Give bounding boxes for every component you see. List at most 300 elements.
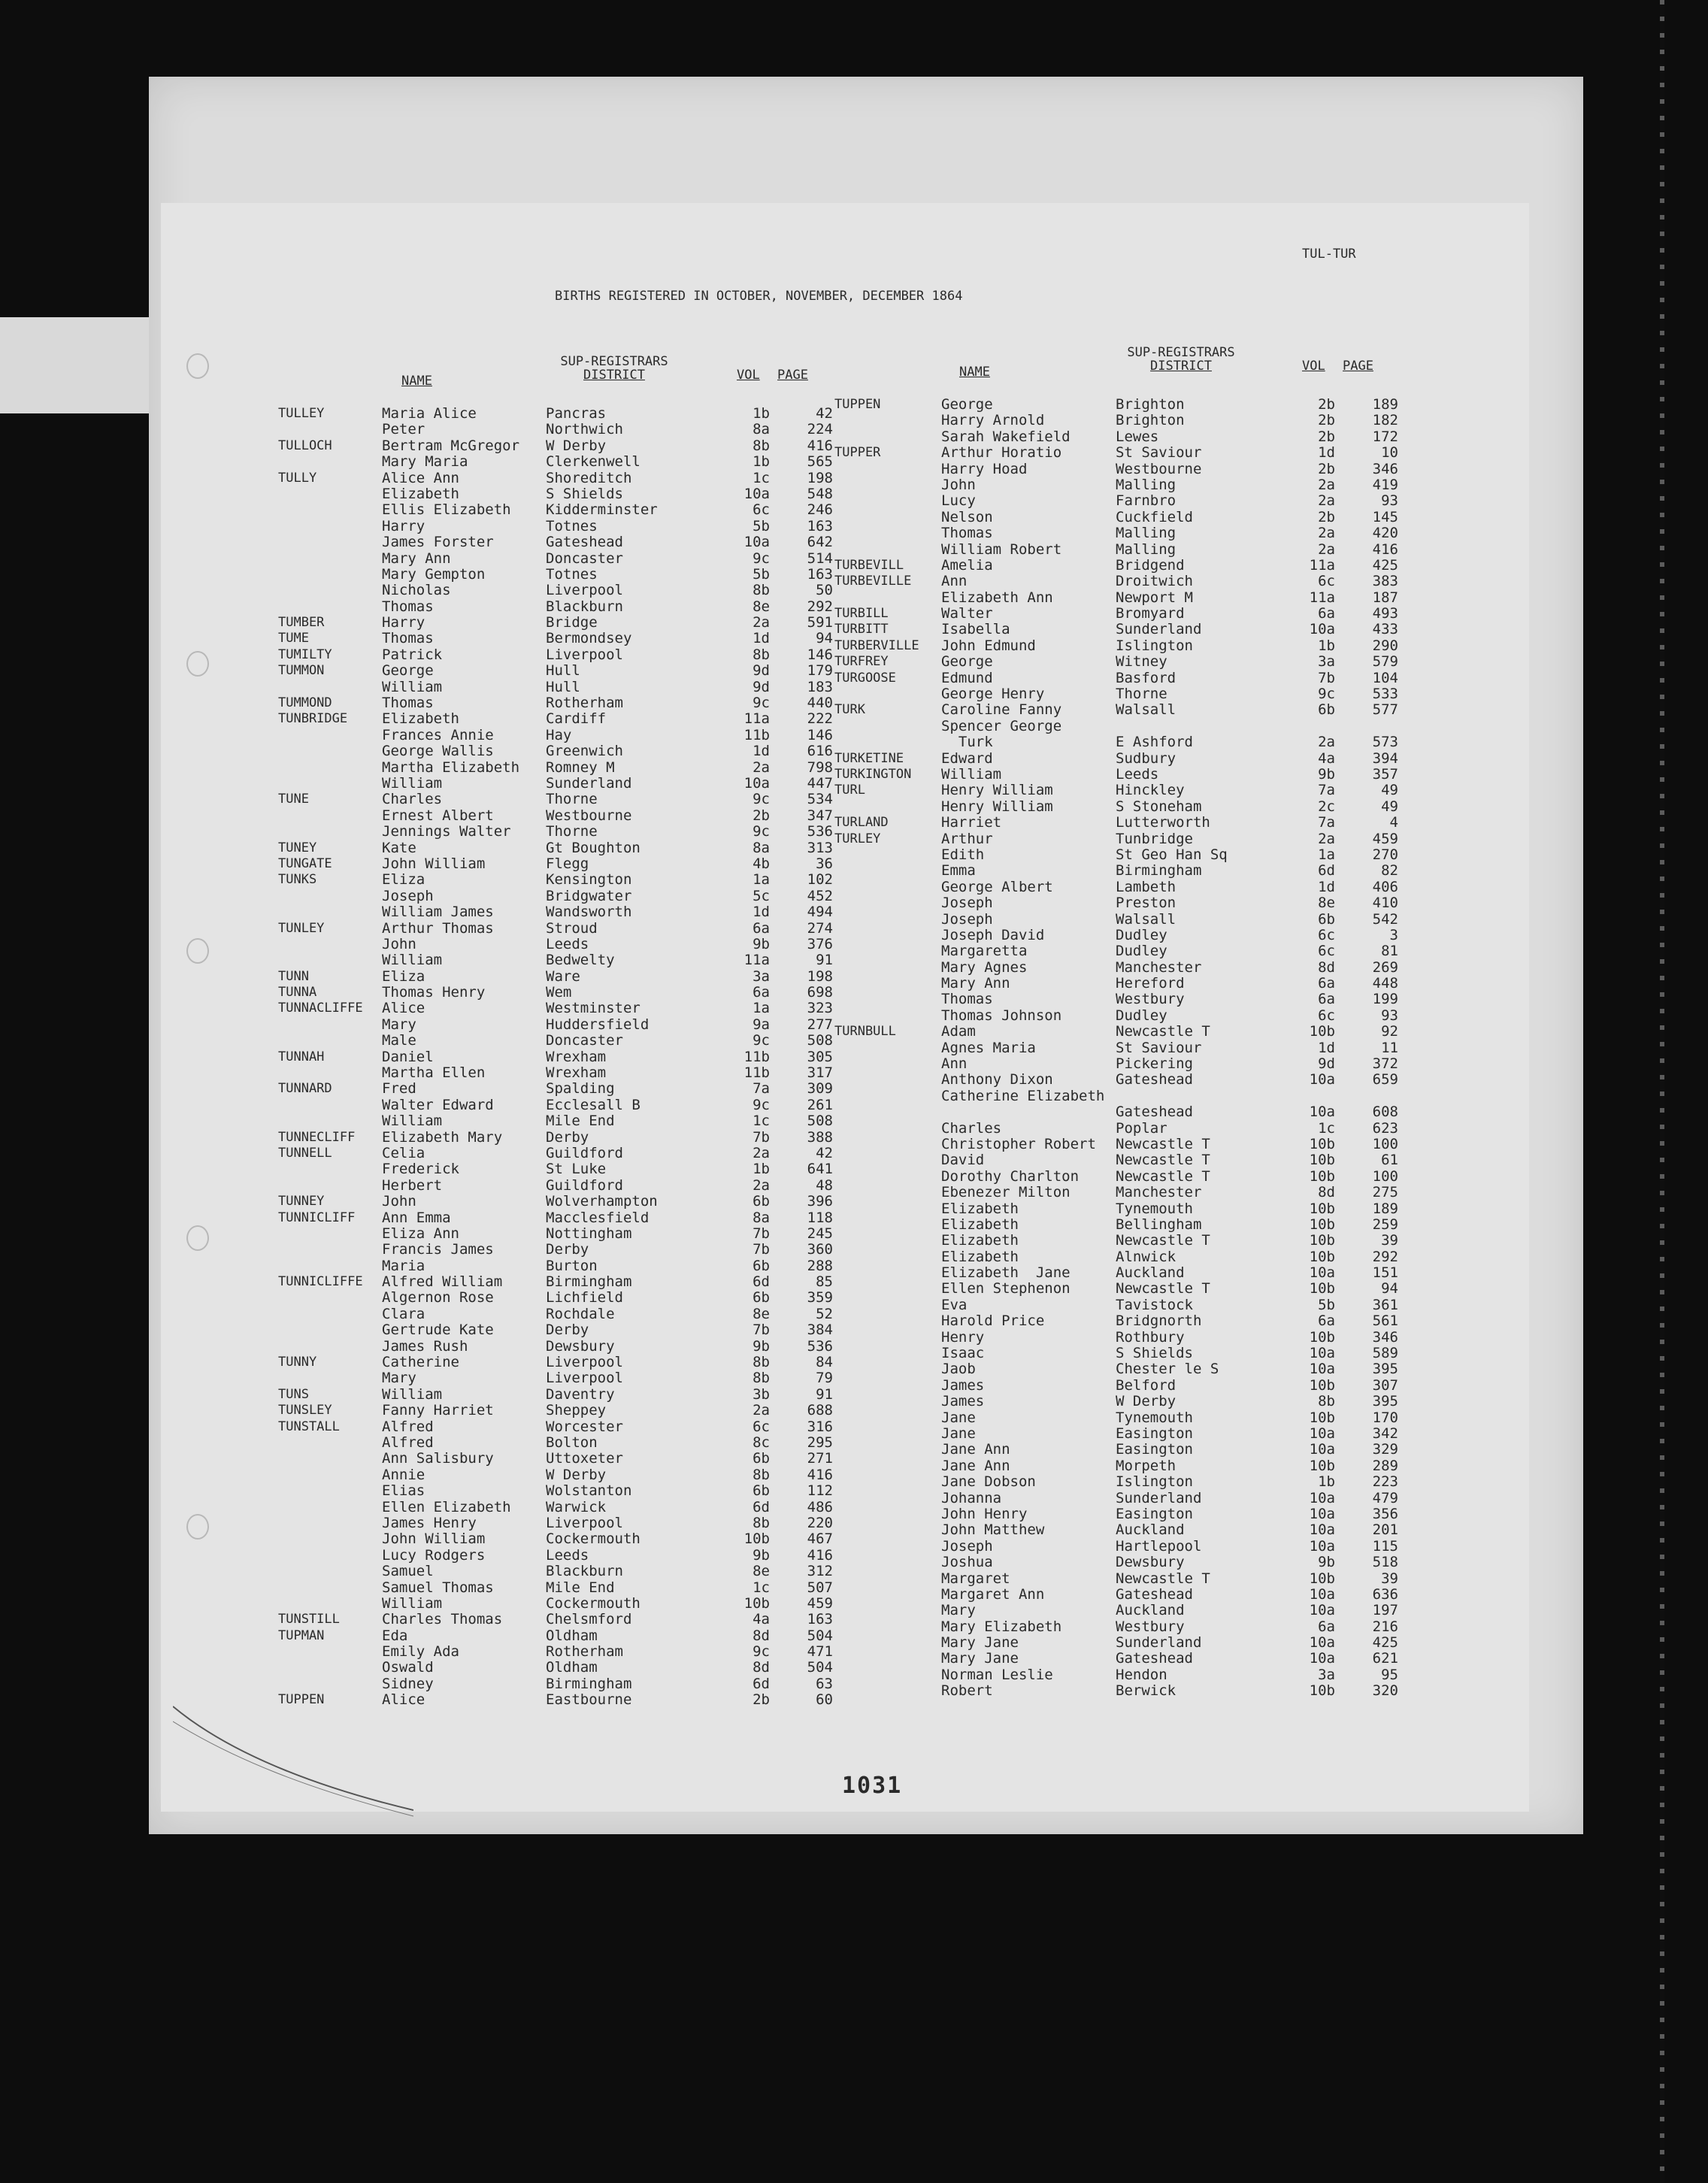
entry-page: 93 (1381, 1007, 1398, 1024)
entry-page: 102 (807, 871, 833, 889)
entry-name: Mary Maria (382, 453, 468, 471)
entry-vol: 1b (1318, 1473, 1335, 1491)
entry-name: William (382, 1113, 443, 1130)
scan-artifact-line (173, 1699, 413, 1819)
entry-district: Manchester (1116, 1184, 1202, 1201)
entry-page: 82 (1381, 862, 1398, 880)
entry-page: 91 (816, 952, 833, 969)
entry-surname (834, 799, 919, 815)
entry-name: Francis James (382, 1241, 494, 1258)
entry-page: 259 (1372, 1216, 1398, 1233)
entry-surname (278, 1113, 363, 1129)
entry-vol: 7a (753, 1080, 770, 1098)
entry-page: 317 (807, 1064, 833, 1082)
entry-district: Walsall (1116, 910, 1177, 928)
entry-surname: TURBEVILLE (834, 574, 912, 589)
entry-page: 84 (816, 1354, 833, 1371)
entry-page: 360 (807, 1241, 833, 1258)
entry-district: Poplar (1116, 1119, 1167, 1137)
entry-page: 359 (807, 1289, 833, 1306)
entry-district: Westbourne (546, 807, 632, 824)
entry-surname (278, 1467, 363, 1483)
punch-hole (186, 938, 209, 964)
entry-surname (834, 1458, 919, 1474)
entry-page: 641 (807, 1161, 833, 1178)
entry-surname (278, 422, 363, 438)
entry-name: Robert (941, 1682, 993, 1700)
entry-page: 395 (1372, 1361, 1398, 1378)
entry-page: 533 (1372, 686, 1398, 703)
entry-page: 479 (1372, 1489, 1398, 1506)
entry-surname (834, 1619, 919, 1635)
entry-name: Daniel (382, 1048, 434, 1065)
entry-name: Isaac (941, 1345, 985, 1362)
entry-surname (278, 1500, 363, 1515)
entry-page: 63 (816, 1675, 833, 1692)
entry-page: 313 (807, 839, 833, 856)
entry-page: 115 (1372, 1537, 1398, 1555)
entry-district: W Derby (546, 437, 607, 454)
entry-vol: 1d (1318, 1039, 1335, 1056)
entry-district: Derby (546, 1128, 589, 1146)
entry-vol: 6c (1318, 943, 1335, 960)
entry-name: John Henry (941, 1505, 1028, 1522)
entry-name: Male (382, 1032, 416, 1049)
entry-district: Totnes (546, 565, 598, 583)
entry-district: Thorne (546, 791, 598, 808)
entry-name: Dorothy Charlton (941, 1167, 1080, 1185)
entry-vol: 10a (1309, 621, 1335, 638)
entry-surname (834, 1522, 919, 1538)
entry-page: 565 (807, 453, 833, 471)
entry-vol: 10a (1309, 1104, 1335, 1121)
entry-surname (834, 847, 919, 863)
entry-district: Wrexham (546, 1064, 607, 1082)
entry-surname (278, 454, 363, 470)
entry-vol: 2a (753, 1144, 770, 1161)
entry-page: 274 (807, 919, 833, 937)
entry-name: John Edmund (941, 637, 1036, 654)
entry-district: Rotherham (546, 1643, 623, 1661)
entry-district: Liverpool (546, 1354, 623, 1371)
entry-name: Thomas (941, 991, 993, 1008)
entry-vol: 9c (753, 550, 770, 567)
entry-surname (834, 1008, 919, 1024)
entry-vol: 1c (753, 1113, 770, 1130)
entry-name: Mary (382, 1016, 416, 1033)
entry-vol: 7b (753, 1322, 770, 1339)
entry-page: 292 (1372, 1248, 1398, 1265)
entry-district: Mile End (546, 1579, 615, 1596)
entry-district: Sudbury (1116, 749, 1177, 767)
entry-surname: TUNNEY (278, 1194, 325, 1210)
entry-vol: 9b (753, 1546, 770, 1564)
entry-page: 3 (1389, 926, 1398, 943)
entry-vol: 4a (753, 1611, 770, 1628)
entry-district: Dewsbury (1116, 1554, 1185, 1571)
entry-district: Totnes (546, 517, 598, 534)
entry-name: John William (382, 1531, 486, 1548)
entry-vol: 8d (753, 1627, 770, 1644)
entry-name: Eliza (382, 871, 425, 889)
entry-page: 261 (807, 1096, 833, 1113)
entry-surname (834, 895, 919, 911)
entry-name: Jane (941, 1409, 976, 1426)
entry-name: Charles (382, 791, 443, 808)
entry-surname (834, 1217, 919, 1233)
entry-vol: 4b (753, 855, 770, 872)
entry-vol: 2b (1318, 460, 1335, 477)
entry-district: Sunderland (1116, 1634, 1202, 1652)
entry-district: Auckland (1116, 1521, 1185, 1539)
entry-district: Islington (1116, 637, 1193, 654)
entry-district: Brighton (1116, 396, 1185, 413)
entry-name: Samuel Thomas (382, 1579, 494, 1596)
entry-surname (278, 1017, 363, 1033)
entry-district: S Stoneham (1116, 798, 1202, 815)
entry-name: Thomas (382, 598, 434, 615)
entry-vol: 9a (753, 1016, 770, 1033)
entry-district: Cockermouth (546, 1594, 640, 1612)
entry-district: Leeds (1116, 765, 1159, 783)
entry-district: Derby (546, 1241, 589, 1258)
entry-name: Mary (382, 1370, 416, 1387)
entry-surname: TUNSLEY (278, 1403, 332, 1418)
entry-district: Guildford (546, 1144, 623, 1161)
entry-vol: 2a (1318, 476, 1335, 493)
entry-vol: 9c (753, 791, 770, 808)
entry-vol: 8b (753, 1370, 770, 1387)
entry-vol: 6d (753, 1273, 770, 1291)
entry-surname: TUNSTILL (278, 1612, 340, 1627)
entry-vol: 6c (1318, 573, 1335, 590)
entry-vol: 1a (753, 871, 770, 889)
entry-page: 49 (1381, 782, 1398, 799)
entry-page: 459 (1372, 830, 1398, 847)
entry-district: Chelsmford (546, 1611, 632, 1628)
entry-vol: 10a (1309, 1425, 1335, 1442)
entry-district: Ware (546, 967, 580, 985)
entry-surname (278, 1339, 363, 1355)
punch-hole (186, 353, 209, 379)
entry-district: Auckland (1116, 1602, 1185, 1619)
entry-page: 504 (807, 1659, 833, 1676)
entry-district: Hartlepool (1116, 1537, 1202, 1555)
entry-district: Wrexham (546, 1048, 607, 1065)
entry-page: 419 (1372, 476, 1398, 493)
punch-hole (186, 1225, 209, 1251)
entry-vol: 9b (753, 935, 770, 952)
entry-page: 471 (807, 1643, 833, 1661)
entry-vol: 10a (1309, 1537, 1335, 1555)
entry-vol: 9d (753, 678, 770, 695)
entry-surname (834, 1394, 919, 1409)
entry-vol: 2a (1318, 525, 1335, 542)
entry-vol: 6a (753, 984, 770, 1001)
entry-district: Newcastle T (1116, 1135, 1210, 1152)
entry-vol: 11b (743, 726, 770, 743)
entry-name: Algernon Rose (382, 1289, 494, 1306)
entry-surname: TUNLEY (278, 920, 325, 936)
right-name-column (941, 397, 1104, 1700)
entry-name: Eva (941, 1296, 968, 1313)
entry-surname: TUPPEN (278, 1692, 325, 1708)
entry-page: 416 (807, 1546, 833, 1564)
entry-vol: 9d (1318, 1055, 1335, 1073)
entry-page: 395 (1372, 1393, 1398, 1410)
entry-district: Derby (546, 1322, 589, 1339)
entry-surname (834, 1104, 919, 1120)
entry-name: Harry Hoad (941, 460, 1028, 477)
entry-surname (278, 519, 363, 534)
entry-page: 100 (1372, 1135, 1398, 1152)
entry-district: Daventry (546, 1385, 615, 1403)
entry-district: Blackburn (546, 1563, 623, 1580)
entry-vol: 9b (1318, 765, 1335, 783)
entry-surname (834, 1201, 919, 1217)
entry-page: 246 (807, 501, 833, 519)
entry-district: Droitwich (1116, 573, 1193, 590)
entry-surname (834, 1088, 919, 1104)
entry-page: 288 (807, 1257, 833, 1274)
entry-name: Margaretta (941, 943, 1028, 960)
entry-surname (278, 728, 363, 743)
entry-surname: TUNNA (278, 985, 317, 1001)
entry-page: 548 (807, 485, 833, 502)
entry-name: Samuel (382, 1563, 434, 1580)
entry-district: Greenwich (546, 743, 623, 760)
entry-surname (278, 1531, 363, 1547)
entry-name: Eliza (382, 967, 425, 985)
entry-vol: 6b (1318, 910, 1335, 928)
entry-name: Walter Edward (382, 1096, 494, 1113)
entry-page: 452 (807, 887, 833, 904)
col-header-district: SUP-REGISTRARS DISTRICT (1127, 345, 1235, 374)
entry-district: Warwick (546, 1498, 607, 1515)
entry-district: Berwick (1116, 1682, 1177, 1700)
entry-name: Alice Ann (382, 469, 459, 486)
entry-page: 36 (816, 855, 833, 872)
left-name-column (382, 406, 519, 1709)
entry-surname (834, 1040, 919, 1056)
entry-vol: 10a (1309, 1264, 1335, 1282)
entry-vol: 10b (743, 1594, 770, 1612)
entry-page: 536 (807, 1337, 833, 1355)
entry-name: Lucy Rodgers (382, 1546, 486, 1564)
entry-surname: TURKINGTON (834, 766, 912, 782)
entry-page: 50 (816, 582, 833, 599)
entry-district: Alnwick (1116, 1248, 1177, 1265)
entry-surname: TURLEY (834, 831, 881, 846)
entry-district: Tynemouth (1116, 1409, 1193, 1426)
entry-name: Kate (382, 839, 416, 856)
entry-district: St Saviour (1116, 444, 1202, 462)
entry-district: Northwich (546, 421, 623, 438)
entry-name: Edmund (941, 669, 993, 686)
entry-vol: 1b (753, 453, 770, 471)
entry-page: 42 (816, 1144, 833, 1161)
entry-vol: 6b (753, 1482, 770, 1500)
entry-vol: 1d (753, 630, 770, 647)
entry-page: 305 (807, 1048, 833, 1065)
entry-page: 295 (807, 1434, 833, 1451)
entry-vol: 2a (1318, 540, 1335, 558)
entry-page: 170 (1372, 1409, 1398, 1426)
entry-name: Gertrude Kate (382, 1322, 494, 1339)
entry-page: 100 (1372, 1167, 1398, 1185)
entry-vol: 10b (1309, 1135, 1335, 1152)
entry-name: Anthony Dixon (941, 1071, 1053, 1088)
entry-surname: TUPMAN (278, 1627, 325, 1643)
entry-vol: 10b (1309, 1248, 1335, 1265)
entry-surname: TUME (278, 631, 309, 646)
entry-surname: TUNS (278, 1386, 309, 1402)
entry-vol: 1a (1318, 846, 1335, 863)
entry-page: 42 (816, 405, 833, 422)
entry-vol: 10b (1309, 1280, 1335, 1297)
entry-district: Worcester (546, 1418, 623, 1435)
entry-name: James (941, 1376, 985, 1394)
entry-name: Mary Gempton (382, 565, 486, 583)
entry-vol: 5c (753, 887, 770, 904)
entry-name: Ellis Elizabeth (382, 501, 511, 519)
entry-district: St Geo Han Sq (1116, 846, 1228, 863)
entry-surname (834, 462, 919, 477)
entry-name: Thomas (382, 695, 434, 712)
entry-page: 376 (807, 935, 833, 952)
entry-name: Mary Jane (941, 1650, 1019, 1667)
entry-vol: 1d (753, 904, 770, 921)
entry-surname (834, 1346, 919, 1361)
entry-name: Harry (382, 614, 425, 631)
entry-vol: 10a (1309, 1585, 1335, 1603)
entry-vol: 6b (753, 1257, 770, 1274)
entry-name: Ann Salisbury (382, 1450, 494, 1467)
entry-district: Chester le S (1116, 1361, 1219, 1378)
entry-name: James Henry (382, 1514, 477, 1531)
entry-page: 309 (807, 1080, 833, 1098)
entry-vol: 10a (1309, 1650, 1335, 1667)
entry-surname (834, 880, 919, 895)
entry-surname (278, 1161, 363, 1177)
entry-surname (278, 904, 363, 920)
entry-name: Catherine (382, 1354, 459, 1371)
entry-district: Thorne (546, 823, 598, 840)
entry-surname (278, 1644, 363, 1660)
entry-surname (278, 1564, 363, 1579)
entry-name: Arthur Thomas (382, 919, 494, 937)
entry-surname (834, 1491, 919, 1506)
entry-district: Bedwelty (546, 952, 615, 969)
entry-district (1116, 1088, 1228, 1104)
entry-vol: 10b (1309, 1376, 1335, 1394)
entry-page: 621 (1372, 1650, 1398, 1667)
entry-vol: 11a (1309, 556, 1335, 574)
entry-name: Mary Elizabeth (941, 1618, 1062, 1635)
entry-district: Hereford (1116, 975, 1185, 992)
entry-name: Ellen Stephenon (941, 1280, 1071, 1297)
entry-vol: 10a (1309, 1602, 1335, 1619)
entry-district: Bridgend (1116, 556, 1185, 574)
entry-surname (278, 1548, 363, 1564)
right-district-column (1116, 397, 1228, 1700)
entry-vol: 10a (1309, 1361, 1335, 1378)
entry-district: Sunderland (1116, 1489, 1202, 1506)
entry-vol: 6d (1318, 862, 1335, 880)
entry-name: Margaret (941, 1570, 1010, 1587)
entry-name: Alfred (382, 1418, 434, 1435)
entry-page: 94 (1381, 1280, 1398, 1297)
entry-vol: 11a (743, 952, 770, 969)
entry-district: Preston (1116, 895, 1177, 912)
entry-page: 467 (807, 1531, 833, 1548)
entry-vol: 2b (1318, 428, 1335, 445)
entry-page: 623 (1372, 1119, 1398, 1137)
entry-name: George (941, 653, 993, 671)
entry-name: Herbert (382, 1176, 443, 1194)
entry-name: Eda (382, 1627, 408, 1644)
entry-vol: 5b (753, 565, 770, 583)
entry-page: 81 (1381, 943, 1398, 960)
entry-surname (834, 1667, 919, 1683)
entry-district: Birmingham (1116, 862, 1202, 880)
entry-page: 79 (816, 1370, 833, 1387)
entry-name: Ellen Elizabeth (382, 1498, 511, 1515)
entry-surname: TUNSTALL (278, 1418, 340, 1434)
entry-surname (834, 1121, 919, 1137)
entry-district: Morpeth (1116, 1457, 1177, 1474)
entry-page: 329 (1372, 1441, 1398, 1458)
entry-vol: 5b (753, 517, 770, 534)
entry-name: Oswald (382, 1659, 434, 1676)
entry-page: 112 (807, 1482, 833, 1500)
entry-district: Rochdale (546, 1305, 615, 1322)
entry-vol: 10b (1309, 1457, 1335, 1474)
entry-vol: 8b (753, 1354, 770, 1371)
entry-vol: 1c (753, 1579, 770, 1596)
entry-surname (834, 1378, 919, 1394)
entry-vol: 6a (1318, 1618, 1335, 1635)
entry-page: 4 (1389, 814, 1398, 831)
entry-page: 151 (1372, 1264, 1398, 1282)
entry-page: 189 (1372, 1200, 1398, 1217)
entry-district: Clerkenwell (546, 453, 640, 471)
entry-vol: 6b (1318, 701, 1335, 719)
entry-district: Liverpool (546, 582, 623, 599)
entry-name: William (382, 1385, 443, 1403)
entry-name: Ann (941, 1055, 968, 1073)
entry-name: Nicholas (382, 582, 451, 599)
page-number: 1031 (842, 1773, 903, 1799)
entry-surname (834, 493, 919, 509)
entry-page: 145 (1372, 508, 1398, 525)
entry-name: Martha Ellen (382, 1064, 486, 1082)
entry-name: David (941, 1152, 985, 1169)
entry-district: Bromyard (1116, 605, 1185, 622)
entry-district: Gt Boughton (546, 839, 640, 856)
entry-district: Newport M (1116, 589, 1193, 606)
entry-page: 493 (1372, 605, 1398, 622)
entry-page: 271 (807, 1450, 833, 1467)
entry-vol: 11a (743, 710, 770, 728)
entry-name: Mary (941, 1602, 976, 1619)
entry-name: Joseph (941, 895, 993, 912)
entry-surname: TUMMON (278, 663, 325, 679)
entry-surname (834, 1555, 919, 1570)
entry-surname (278, 1226, 363, 1242)
entry-surname: TUNKS (278, 872, 317, 888)
entry-page: 396 (807, 1193, 833, 1210)
